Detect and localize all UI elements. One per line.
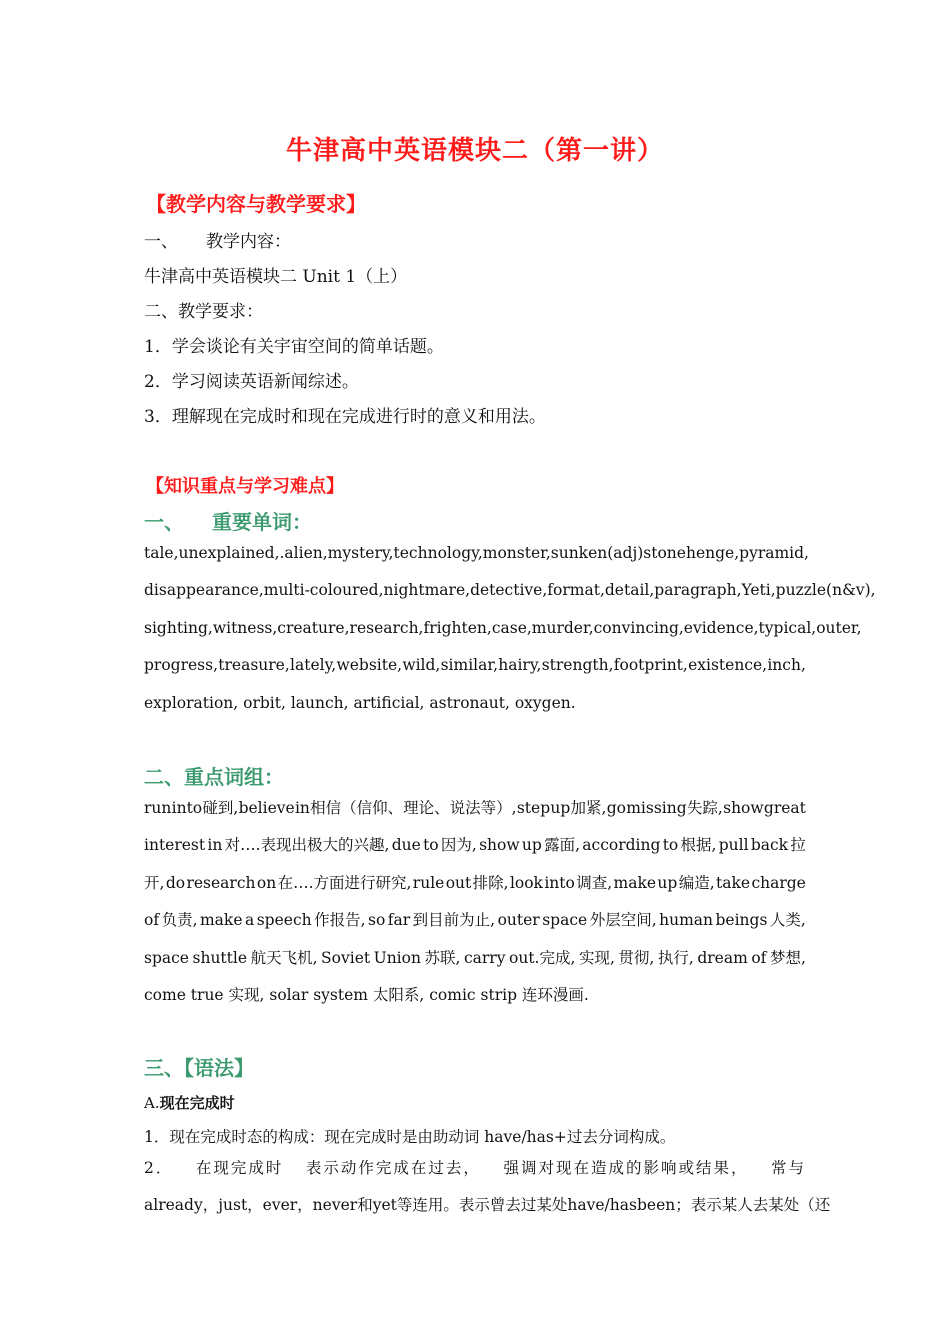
content-label-text: 教学内容： xyxy=(206,232,291,252)
vocabulary-paragraph xyxy=(144,535,876,722)
words-title-num: 一、 xyxy=(144,510,184,534)
grammar-item: 1．现在完成时态的构成：现在完成时是由助动词 have/has+过去分词构成。 xyxy=(144,1128,676,1146)
content-label-num: 一、 xyxy=(144,232,178,252)
grammar-title: 三、【语法】 xyxy=(144,1056,254,1080)
words-title xyxy=(144,506,312,535)
phrases-line: interest in 对….表现出极大的兴趣, due to 因为, show up 露面, according to 根据, pull back 拉 xyxy=(144,836,806,855)
section-heading-key-points: 【知识重点与学习难点】 xyxy=(146,476,344,497)
requirements-label: 二、教学要求： xyxy=(144,302,263,322)
phrases-paragraph xyxy=(144,790,806,1014)
grammar-a-text: 现在完成时 xyxy=(159,1094,235,1112)
vocabulary-line: exploration, orbit, launch, artificial, astronaut, oxygen. xyxy=(144,693,576,712)
phrases-line: of 负责, make a speech 作报告, so far 到目前为止, outer space 外层空间, human beings 人类, xyxy=(144,911,806,930)
document-title: 牛津高中英语模块二（第一讲） xyxy=(285,136,664,166)
vocabulary-line: disappearance, multi-coloured, nightmare, detective, format, detail, paragraph, Yeti, puzzle(n&v), xyxy=(144,581,876,600)
grammar-item2-line: already，just，ever，never 和 yet 等连用。表示曾去过某处 have / has been；表示某人去某处（还 xyxy=(144,1196,831,1215)
requirement-item: 2．学习阅读英语新闻综述。 xyxy=(144,372,359,392)
requirement-item: 3．理解现在完成时和现在完成进行时的意义和用法。 xyxy=(144,407,546,427)
phrases-title: 二、重点词组： xyxy=(144,765,284,789)
phrases-line: space shuttle 航天飞机, Soviet Union 苏联, carry out.完成, 实现, 贯彻, 执行, dream of 梦想, xyxy=(144,948,806,967)
grammar-item2-line: 2． 在现完成时 表示动作完成在过去， 强调对现在造成的影响或结果， 常与 xyxy=(144,1159,806,1177)
phrases-line: run into 碰到, believe in 相信（信仰、理论、说法等）, step up 加紧, go missing 失踪, show great xyxy=(144,799,806,817)
grammar-item2-paragraph xyxy=(144,1150,831,1225)
vocabulary-line: tale, unexplained, .alien, mystery, technology, monster, sunken(adj) stonehenge, pyramid, xyxy=(144,544,809,562)
requirement-item: 1．学会谈论有关宇宙空间的简单话题。 xyxy=(144,337,444,357)
words-title-text: 重要单词： xyxy=(212,510,312,534)
grammar-subheading xyxy=(144,1092,235,1113)
vocabulary-line: progress, treasure, lately, website, wild, similar, hairy, strength, footprint, existence, inch, xyxy=(144,656,806,675)
content-label xyxy=(144,227,291,252)
phrases-line: come true 实现, solar system 太阳系, comic strip 连环漫画. xyxy=(144,985,589,1004)
phrases-line: 开, do research on 在….方面进行研究, rule out 排除, look into 调查, make up 编造, take charge xyxy=(144,873,806,892)
grammar-a-prefix: A. xyxy=(144,1094,160,1112)
section-heading-teaching: 【教学内容与教学要求】 xyxy=(146,192,366,216)
vocabulary-line: sighting, witness, creature, research, frighten, case, murder, convincing, evidence, typical, outer, xyxy=(144,618,862,637)
content-value: 牛津高中英语模块二 Unit 1（上） xyxy=(144,267,408,287)
